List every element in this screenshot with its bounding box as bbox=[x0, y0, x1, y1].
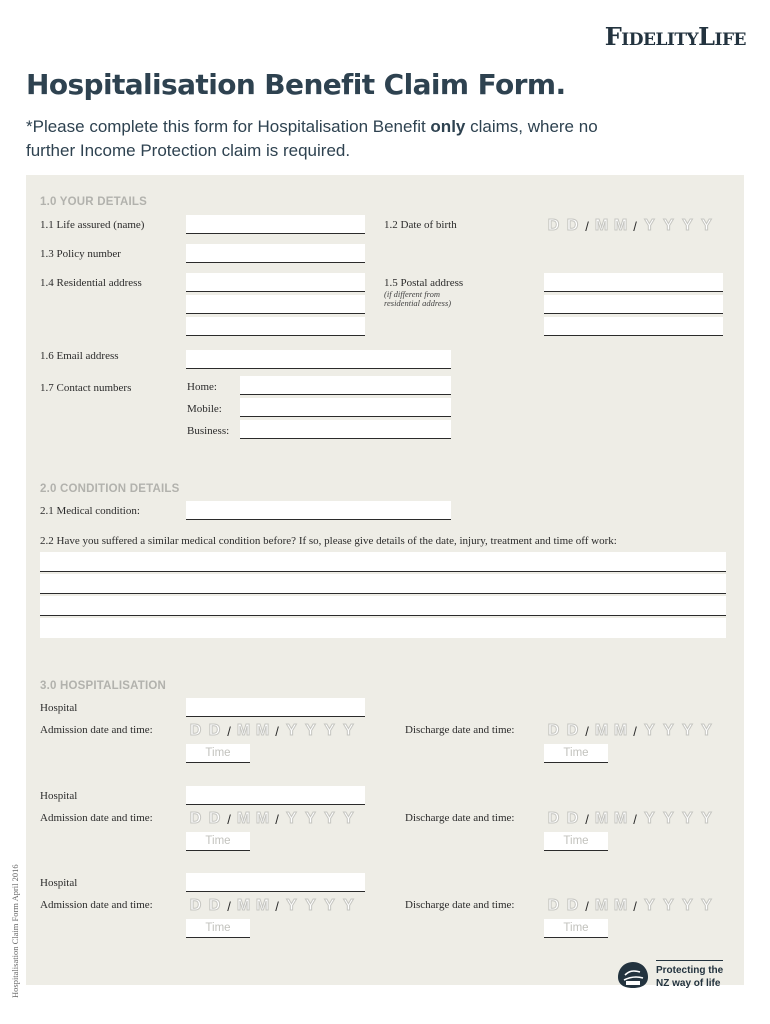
date-placeholder-y: Y bbox=[324, 897, 335, 914]
residential-address-line-3[interactable] bbox=[186, 317, 365, 336]
date-placeholder-y: Y bbox=[305, 810, 316, 827]
date-placeholder-y: Y bbox=[644, 897, 655, 914]
date-placeholder-m: M bbox=[594, 722, 609, 739]
date-separator: / bbox=[227, 723, 231, 739]
similar-condition-line-4[interactable] bbox=[40, 618, 726, 638]
date-placeholder-m: M bbox=[594, 217, 609, 234]
intro-text bbox=[26, 115, 646, 163]
date-placeholder-y: Y bbox=[682, 722, 693, 739]
similar-condition-line-2[interactable] bbox=[40, 574, 726, 594]
date-placeholder-y: Y bbox=[644, 722, 655, 739]
date-placeholder-d: D bbox=[189, 897, 202, 914]
footer-tagline-line-1: Protecting the bbox=[656, 965, 724, 976]
discharge-time-input[interactable]: Time bbox=[544, 832, 608, 851]
postal-address-line-3[interactable] bbox=[544, 317, 723, 336]
date-placeholder-m: M bbox=[594, 897, 609, 914]
admission-label: Admission date and time: bbox=[40, 812, 153, 824]
date-placeholder-d: D bbox=[189, 810, 202, 827]
date-placeholder-y: Y bbox=[701, 897, 712, 914]
date-separator: / bbox=[585, 811, 589, 827]
section-3-heading: 3.0 HOSPITALISATION bbox=[40, 680, 167, 692]
date-placeholder-y: Y bbox=[663, 722, 674, 739]
similar-condition-line-1[interactable] bbox=[40, 552, 726, 572]
date-placeholder-y: Y bbox=[682, 217, 693, 234]
postal-address-note-2: residential address) bbox=[384, 298, 452, 308]
discharge-date-input[interactable] bbox=[544, 896, 716, 916]
date-placeholder-m: M bbox=[594, 810, 609, 827]
residential-address-line-1[interactable] bbox=[186, 273, 365, 292]
admission-time-input[interactable]: Time bbox=[186, 919, 250, 938]
admission-time-input[interactable]: Time bbox=[186, 832, 250, 851]
postal-address-label: 1.5 Postal address bbox=[384, 277, 464, 289]
hospital-input[interactable] bbox=[186, 698, 365, 717]
date-placeholder-d: D bbox=[547, 810, 560, 827]
life-assured-input[interactable] bbox=[186, 215, 365, 234]
medical-condition-input[interactable] bbox=[186, 501, 451, 520]
fidelity-life-logo: FidelityLife bbox=[604, 22, 746, 51]
date-placeholder-y: Y bbox=[682, 810, 693, 827]
date-placeholder-y: Y bbox=[324, 810, 335, 827]
date-placeholder-d: D bbox=[566, 722, 579, 739]
date-placeholder-d: D bbox=[566, 810, 579, 827]
date-separator: / bbox=[585, 898, 589, 914]
similar-condition-label: 2.2 Have you suffered a similar medical condition before? If so, please give details of the date, injury, treatment and time off work: bbox=[40, 535, 617, 547]
admission-time-input[interactable]: Time bbox=[186, 744, 250, 763]
date-placeholder-m: M bbox=[613, 810, 628, 827]
admission-label: Admission date and time: bbox=[40, 899, 153, 911]
date-separator: / bbox=[585, 218, 589, 234]
date-placeholder-d: D bbox=[208, 722, 221, 739]
discharge-label: Discharge date and time: bbox=[405, 899, 515, 911]
discharge-time-input[interactable]: Time bbox=[544, 919, 608, 938]
date-placeholder-d: D bbox=[547, 897, 560, 914]
admission-date-input[interactable] bbox=[186, 721, 358, 741]
date-separator: / bbox=[585, 723, 589, 739]
date-placeholder-y: Y bbox=[644, 217, 655, 234]
nz-map-icon bbox=[616, 960, 650, 990]
hospital-input[interactable] bbox=[186, 786, 365, 805]
business-phone-input[interactable] bbox=[240, 420, 451, 439]
date-placeholder-d: D bbox=[208, 897, 221, 914]
admission-date-input[interactable] bbox=[186, 896, 358, 916]
date-placeholder-d: D bbox=[566, 897, 579, 914]
date-placeholder-m: M bbox=[236, 897, 251, 914]
hospital-label: Hospital bbox=[40, 790, 78, 802]
date-placeholder-y: Y bbox=[286, 897, 297, 914]
intro-part-1: *Please complete this form for Hospitalisation Benefit bbox=[26, 117, 431, 136]
date-separator: / bbox=[633, 898, 637, 914]
date-placeholder-y: Y bbox=[286, 810, 297, 827]
date-placeholder-m: M bbox=[613, 722, 628, 739]
home-label: Home: bbox=[187, 381, 217, 393]
admission-label: Admission date and time: bbox=[40, 724, 153, 736]
date-separator: / bbox=[227, 811, 231, 827]
dob-date-input[interactable] bbox=[544, 216, 716, 236]
life-assured-label: 1.1 Life assured (name) bbox=[40, 219, 145, 231]
discharge-date-input[interactable] bbox=[544, 809, 716, 829]
date-placeholder-y: Y bbox=[663, 897, 674, 914]
date-placeholder-m: M bbox=[613, 897, 628, 914]
date-placeholder-y: Y bbox=[286, 722, 297, 739]
date-placeholder-d: D bbox=[547, 722, 560, 739]
date-placeholder-y: Y bbox=[343, 897, 354, 914]
date-placeholder-m: M bbox=[236, 810, 251, 827]
date-placeholder-d: D bbox=[566, 217, 579, 234]
form-version-text: Hospitalisation Claim Form April 2016 bbox=[10, 864, 20, 998]
postal-address-line-1[interactable] bbox=[544, 273, 723, 292]
policy-number-input[interactable] bbox=[186, 244, 365, 263]
footer-tagline bbox=[656, 960, 723, 990]
date-placeholder-d: D bbox=[547, 217, 560, 234]
discharge-label: Discharge date and time: bbox=[405, 812, 515, 824]
date-placeholder-y: Y bbox=[701, 722, 712, 739]
date-separator: / bbox=[275, 898, 279, 914]
date-placeholder-y: Y bbox=[343, 722, 354, 739]
intro-part-2: claims, where no further Income Protection claim is required. bbox=[26, 117, 598, 160]
email-label: 1.6 Email address bbox=[40, 350, 119, 362]
date-placeholder-m: M bbox=[255, 810, 270, 827]
date-placeholder-y: Y bbox=[663, 810, 674, 827]
intro-bold: only bbox=[430, 117, 466, 136]
postal-address-note-1: (if different from bbox=[384, 289, 441, 299]
date-separator: / bbox=[633, 723, 637, 739]
date-placeholder-m: M bbox=[236, 722, 251, 739]
date-placeholder-y: Y bbox=[644, 810, 655, 827]
date-placeholder-y: Y bbox=[701, 810, 712, 827]
date-placeholder-d: D bbox=[189, 722, 202, 739]
mobile-label: Mobile: bbox=[187, 403, 222, 415]
date-placeholder-y: Y bbox=[324, 722, 335, 739]
section-1-heading: 1.0 YOUR DETAILS bbox=[40, 196, 147, 208]
contact-numbers-label: 1.7 Contact numbers bbox=[40, 382, 132, 394]
footer-tagline-line-2: NZ way of life bbox=[656, 978, 721, 989]
admission-date-input[interactable] bbox=[186, 809, 358, 829]
date-separator: / bbox=[275, 723, 279, 739]
date-placeholder-m: M bbox=[613, 217, 628, 234]
hospital-label: Hospital bbox=[40, 877, 78, 889]
date-placeholder-m: M bbox=[255, 722, 270, 739]
discharge-date-input[interactable] bbox=[544, 721, 716, 741]
home-phone-input[interactable] bbox=[240, 376, 451, 395]
policy-number-label: 1.3 Policy number bbox=[40, 248, 121, 260]
date-placeholder-y: Y bbox=[701, 217, 712, 234]
residential-address-line-2[interactable] bbox=[186, 295, 365, 314]
page-title: Hospitalisation Benefit Claim Form. bbox=[26, 68, 566, 101]
footer-badge bbox=[616, 960, 723, 990]
business-label: Business: bbox=[187, 425, 230, 437]
email-input[interactable] bbox=[186, 350, 451, 369]
date-placeholder-y: Y bbox=[305, 897, 316, 914]
date-separator: / bbox=[275, 811, 279, 827]
date-separator: / bbox=[633, 811, 637, 827]
date-placeholder-m: M bbox=[255, 897, 270, 914]
date-separator: / bbox=[633, 218, 637, 234]
hospital-label: Hospital bbox=[40, 702, 78, 714]
postal-address-line-2[interactable] bbox=[544, 295, 723, 314]
dob-label: 1.2 Date of birth bbox=[384, 219, 457, 231]
discharge-label: Discharge date and time: bbox=[405, 724, 515, 736]
date-placeholder-d: D bbox=[208, 810, 221, 827]
residential-address-label: 1.4 Residential address bbox=[40, 277, 142, 289]
similar-condition-line-3[interactable] bbox=[40, 596, 726, 616]
date-placeholder-y: Y bbox=[305, 722, 316, 739]
discharge-time-input[interactable]: Time bbox=[544, 744, 608, 763]
mobile-phone-input[interactable] bbox=[240, 398, 451, 417]
date-separator: / bbox=[227, 898, 231, 914]
date-placeholder-y: Y bbox=[663, 217, 674, 234]
date-placeholder-y: Y bbox=[343, 810, 354, 827]
hospital-input[interactable] bbox=[186, 873, 365, 892]
date-placeholder-y: Y bbox=[682, 897, 693, 914]
medical-condition-label: 2.1 Medical condition: bbox=[40, 505, 140, 517]
section-2-heading: 2.0 CONDITION DETAILS bbox=[40, 483, 180, 495]
